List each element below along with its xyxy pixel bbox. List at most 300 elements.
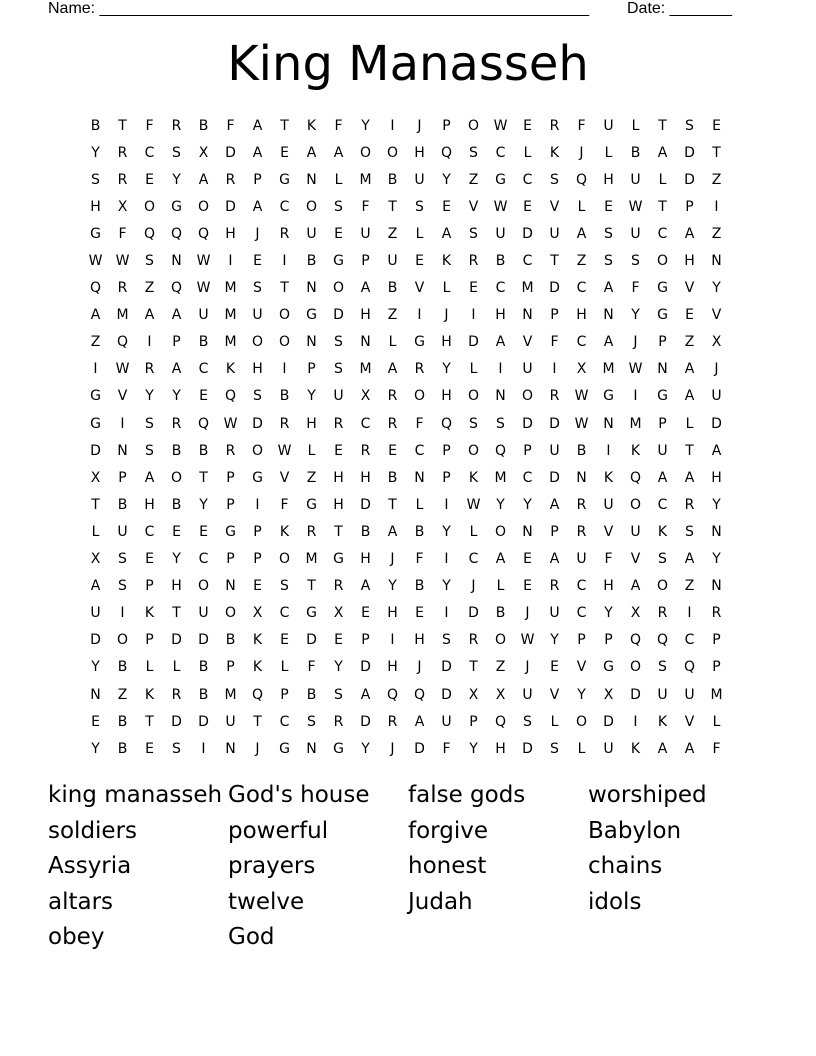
grid-letter: T	[685, 442, 694, 459]
word-bank-item: Babylon	[588, 817, 682, 844]
grid-letter: H	[495, 740, 506, 757]
grid-letter: B	[198, 117, 209, 134]
grid-letter: B	[630, 144, 641, 161]
grid-letter: H	[333, 469, 344, 486]
grid-letter: R	[117, 144, 128, 161]
grid-letter: O	[251, 334, 264, 351]
grid-letter: K	[144, 686, 155, 703]
grid-letter: I	[444, 605, 449, 622]
grid-letter: L	[577, 198, 586, 215]
grid-row	[82, 139, 730, 166]
grid-letter: M	[521, 280, 534, 297]
grid-letter: S	[334, 334, 343, 351]
grid-letter: N	[360, 334, 371, 351]
grid-letter: K	[657, 523, 668, 540]
grid-letter: C	[144, 523, 155, 540]
grid-letter: O	[494, 632, 507, 649]
grid-letter: C	[576, 578, 587, 595]
grid-letter: S	[253, 280, 262, 297]
grid-letter: R	[549, 578, 560, 595]
grid-letter: F	[307, 659, 316, 676]
grid-letter: O	[197, 198, 210, 215]
grid-letter: X	[333, 605, 344, 622]
grid-letter: R	[333, 415, 344, 432]
grid-letter: Y	[442, 523, 451, 540]
grid-letter: Y	[469, 740, 478, 757]
grid-letter: L	[415, 496, 424, 513]
grid-letter: S	[172, 144, 181, 161]
grid-letter: W	[223, 415, 238, 432]
grid-letter: D	[684, 144, 695, 161]
grid-letter: I	[228, 253, 233, 270]
grid-letter: P	[469, 713, 478, 730]
grid-letter: D	[360, 713, 371, 730]
grid-letter: R	[279, 415, 290, 432]
grid-letter: O	[467, 442, 480, 459]
grid-letter: H	[225, 225, 236, 242]
grid-letter: D	[252, 415, 263, 432]
grid-letter: T	[658, 117, 667, 134]
grid-letter: P	[307, 361, 316, 378]
grid-letter: Y	[577, 686, 586, 703]
grid-letter: R	[549, 388, 560, 405]
grid-letter: C	[495, 280, 506, 297]
grid-letter: W	[574, 415, 589, 432]
grid-letter: U	[90, 605, 101, 622]
grid-letter: L	[523, 144, 532, 161]
grid-letter: A	[414, 713, 425, 730]
word-bank-item: altars	[48, 888, 114, 915]
grid-letter: N	[711, 523, 722, 540]
grid-row	[82, 112, 730, 139]
grid-letter: H	[252, 361, 263, 378]
grid-letter: S	[145, 415, 154, 432]
grid-letter: K	[144, 605, 155, 622]
grid-letter: U	[252, 307, 263, 324]
grid-letter: G	[603, 388, 614, 405]
grid-row	[82, 383, 730, 410]
grid-letter: K	[225, 361, 236, 378]
grid-letter: K	[603, 469, 614, 486]
grid-letter: Q	[629, 632, 642, 649]
grid-letter: D	[468, 605, 479, 622]
grid-letter: W	[88, 253, 103, 270]
grid-letter: B	[495, 253, 506, 270]
grid-letter: F	[118, 225, 127, 242]
grid-letter: M	[602, 361, 615, 378]
grid-row	[82, 410, 730, 437]
word-bank	[48, 778, 768, 956]
grid-letter: Y	[307, 388, 316, 405]
grid-letter: Y	[91, 659, 100, 676]
grid-row	[82, 302, 730, 329]
grid-letter: X	[252, 605, 263, 622]
grid-letter: R	[684, 496, 695, 513]
grid-letter: H	[441, 334, 452, 351]
grid-letter: I	[633, 713, 638, 730]
grid-letter: P	[550, 307, 559, 324]
grid-letter: T	[280, 280, 289, 297]
grid-letter: N	[225, 740, 236, 757]
grid-letter: E	[523, 578, 532, 595]
grid-letter: V	[468, 198, 479, 215]
grid-letter: U	[522, 361, 533, 378]
grid-letter: R	[171, 415, 182, 432]
grid-letter: Z	[144, 280, 155, 297]
grid-letter: Y	[631, 307, 640, 324]
grid-letter: C	[657, 496, 668, 513]
grid-letter: D	[522, 225, 533, 242]
grid-letter: I	[255, 496, 260, 513]
grid-letter: R	[711, 605, 722, 622]
grid-letter: D	[468, 334, 479, 351]
grid-letter: C	[279, 198, 290, 215]
grid-letter: U	[711, 388, 722, 405]
grid-letter: A	[387, 361, 398, 378]
grid-letter: Y	[442, 171, 451, 188]
grid-letter: S	[550, 740, 559, 757]
grid-letter: L	[415, 225, 424, 242]
grid-letter: C	[522, 253, 533, 270]
grid-letter: A	[603, 280, 614, 297]
grid-letter: O	[116, 632, 129, 649]
word-bank-item: Judah	[408, 888, 473, 915]
grid-letter: Z	[711, 225, 722, 242]
grid-row	[82, 329, 730, 356]
grid-letter: Z	[387, 307, 398, 324]
grid-letter: D	[171, 713, 182, 730]
grid-letter: I	[417, 307, 422, 324]
grid-letter: I	[282, 253, 287, 270]
grid-letter: E	[523, 551, 532, 568]
grid-letter: O	[332, 280, 345, 297]
grid-letter: B	[198, 442, 209, 459]
grid-letter: X	[198, 144, 209, 161]
grid-letter: C	[576, 280, 587, 297]
grid-letter: L	[712, 713, 721, 730]
word-bank-item: soldiers	[48, 817, 138, 844]
grid-letter: N	[414, 469, 425, 486]
grid-letter: A	[603, 334, 614, 351]
grid-letter: R	[333, 713, 344, 730]
grid-letter: B	[198, 686, 209, 703]
date-field-line: Date: _______	[627, 0, 732, 17]
grid-letter: P	[253, 523, 262, 540]
grid-letter: L	[442, 280, 451, 297]
grid-letter: X	[90, 469, 101, 486]
grid-letter: M	[224, 280, 237, 297]
grid-letter: M	[494, 469, 507, 486]
grid-letter: I	[687, 605, 692, 622]
grid-letter: Q	[494, 713, 507, 730]
word-bank-item: prayers	[228, 853, 316, 879]
grid-letter: H	[441, 388, 452, 405]
grid-letter: Y	[523, 496, 532, 513]
grid-letter: O	[278, 551, 291, 568]
grid-letter: O	[467, 117, 480, 134]
grid-letter: Q	[386, 686, 399, 703]
grid-letter: S	[145, 253, 154, 270]
grid-letter: Z	[576, 253, 587, 270]
grid-letter: C	[279, 605, 290, 622]
grid-letter: L	[631, 117, 640, 134]
grid-letter: T	[388, 496, 397, 513]
grid-row	[82, 708, 730, 735]
grid-letter: R	[333, 578, 344, 595]
grid-letter: W	[628, 198, 643, 215]
grid-letter: V	[549, 686, 560, 703]
grid-letter: C	[657, 225, 668, 242]
grid-letter: G	[252, 469, 263, 486]
grid-letter: W	[115, 361, 130, 378]
grid-letter: U	[657, 442, 668, 459]
grid-letter: N	[657, 361, 668, 378]
grid-letter: L	[496, 578, 505, 595]
grid-letter: E	[253, 253, 262, 270]
grid-letter: A	[252, 198, 263, 215]
grid-letter: F	[712, 740, 721, 757]
grid-letter: Y	[91, 144, 100, 161]
grid-letter: R	[468, 632, 479, 649]
grid-letter: R	[225, 171, 236, 188]
grid-row	[82, 546, 730, 573]
grid-letter: M	[224, 334, 237, 351]
grid-letter: I	[444, 551, 449, 568]
grid-letter: D	[333, 307, 344, 324]
grid-letter: S	[307, 713, 316, 730]
grid-letter: I	[714, 198, 719, 215]
grid-letter: L	[307, 442, 316, 459]
grid-letter: G	[279, 740, 290, 757]
grid-letter: R	[387, 388, 398, 405]
grid-letter: P	[118, 469, 127, 486]
grid-letter: P	[361, 632, 370, 649]
grid-letter: K	[306, 117, 317, 134]
grid-letter: W	[574, 388, 589, 405]
grid-row	[82, 464, 730, 491]
grid-letter: N	[306, 171, 317, 188]
grid-letter: G	[414, 334, 425, 351]
grid-letter: T	[91, 496, 100, 513]
grid-letter: P	[523, 442, 532, 459]
grid-letter: A	[144, 307, 155, 324]
grid-letter: K	[549, 144, 560, 161]
grid-letter: A	[441, 225, 452, 242]
grid-letter: P	[280, 686, 289, 703]
grid-letter: Y	[712, 551, 721, 568]
grid-letter: H	[414, 144, 425, 161]
grid-letter: J	[390, 740, 395, 757]
grid-letter: R	[171, 117, 182, 134]
grid-letter: H	[387, 605, 398, 622]
grid-letter: A	[360, 686, 371, 703]
grid-letter: D	[306, 632, 317, 649]
grid-letter: U	[306, 225, 317, 242]
grid-letter: H	[306, 415, 317, 432]
grid-letter: Z	[468, 171, 479, 188]
grid-letter: D	[441, 659, 452, 676]
grid-letter: S	[658, 551, 667, 568]
grid-letter: M	[305, 551, 318, 568]
grid-letter: O	[521, 388, 534, 405]
grid-letter: P	[226, 551, 235, 568]
grid-letter: Q	[170, 280, 183, 297]
grid-letter: I	[120, 605, 125, 622]
grid-letter: D	[522, 415, 533, 432]
grid-letter: G	[657, 280, 668, 297]
grid-letter: W	[196, 253, 211, 270]
grid-letter: L	[334, 171, 343, 188]
grid-letter: T	[658, 198, 667, 215]
grid-letter: L	[604, 144, 613, 161]
grid-letter: E	[253, 578, 262, 595]
grid-letter: H	[495, 307, 506, 324]
grid-letter: J	[525, 605, 530, 622]
grid-letter: R	[576, 523, 587, 540]
grid-letter: A	[657, 740, 668, 757]
grid-letter: R	[225, 442, 236, 459]
grid-letter: S	[496, 415, 505, 432]
grid-letter: B	[117, 740, 128, 757]
grid-letter: Q	[440, 415, 453, 432]
grid-letter: T	[307, 578, 316, 595]
grid-letter: Y	[334, 659, 343, 676]
grid-letter: A	[90, 578, 101, 595]
grid-letter: E	[523, 198, 532, 215]
grid-letter: Y	[172, 388, 181, 405]
word-bank-item: king manasseh	[48, 782, 223, 808]
grid-letter: P	[577, 632, 586, 649]
grid-letter: A	[684, 361, 695, 378]
grid-letter: S	[145, 442, 154, 459]
grid-letter: K	[252, 632, 263, 649]
grid-letter: P	[226, 469, 235, 486]
word-bank-item: worshiped	[588, 782, 707, 808]
word-bank-item: idols	[588, 888, 642, 915]
grid-letter: S	[523, 713, 532, 730]
grid-letter: C	[198, 551, 209, 568]
grid-letter: S	[172, 740, 181, 757]
grid-letter: R	[576, 496, 587, 513]
grid-letter: F	[280, 496, 289, 513]
grid-row	[82, 247, 730, 274]
grid-letter: U	[603, 496, 614, 513]
grid-letter: F	[334, 117, 343, 134]
grid-row	[82, 220, 730, 247]
grid-letter: G	[225, 523, 236, 540]
grid-letter: F	[577, 117, 586, 134]
grid-letter: H	[711, 469, 722, 486]
grid-letter: E	[280, 144, 289, 161]
grid-letter: X	[117, 198, 128, 215]
grid-letter: U	[549, 225, 560, 242]
grid-letter: I	[93, 361, 98, 378]
grid-letter: A	[90, 307, 101, 324]
grid-letter: G	[603, 659, 614, 676]
grid-letter: M	[224, 307, 237, 324]
grid-letter: D	[549, 469, 560, 486]
grid-letter: P	[604, 632, 613, 649]
grid-letter: B	[306, 253, 317, 270]
grid-letter: O	[251, 442, 264, 459]
grid-letter: G	[171, 198, 182, 215]
grid-letter: W	[277, 442, 292, 459]
grid-letter: E	[280, 632, 289, 649]
grid-letter: K	[441, 253, 452, 270]
grid-letter: T	[145, 713, 154, 730]
grid-letter: D	[630, 686, 641, 703]
grid-letter: E	[415, 253, 424, 270]
grid-letter: A	[144, 469, 155, 486]
word-bank-item: forgive	[408, 817, 488, 844]
grid-letter: V	[522, 334, 533, 351]
grid-letter: U	[549, 605, 560, 622]
grid-letter: B	[198, 334, 209, 351]
grid-letter: L	[469, 361, 478, 378]
grid-letter: H	[360, 469, 371, 486]
grid-letter: E	[442, 198, 451, 215]
grid-letter: V	[549, 198, 560, 215]
word-bank-item: God	[228, 924, 275, 950]
grid-letter: C	[495, 144, 506, 161]
word-bank-item: obey	[48, 924, 105, 950]
grid-letter: C	[684, 632, 695, 649]
grid-letter: U	[630, 225, 641, 242]
grid-letter: Y	[91, 740, 100, 757]
grid-letter: L	[577, 740, 586, 757]
grid-letter: F	[361, 198, 370, 215]
grid-letter: H	[387, 659, 398, 676]
grid-letter: Y	[442, 361, 451, 378]
grid-letter: P	[145, 578, 154, 595]
grid-letter: H	[171, 578, 182, 595]
grid-letter: D	[225, 144, 236, 161]
grid-letter: U	[495, 225, 506, 242]
grid-letter: L	[658, 171, 667, 188]
grid-letter: X	[711, 334, 722, 351]
letter-grid	[82, 112, 730, 762]
grid-letter: N	[306, 280, 317, 297]
grid-letter: R	[657, 605, 668, 622]
grid-letter: E	[334, 225, 343, 242]
grid-letter: R	[117, 280, 128, 297]
grid-letter: N	[522, 307, 533, 324]
grid-letter: A	[306, 144, 317, 161]
grid-letter: G	[333, 253, 344, 270]
grid-letter: R	[171, 686, 182, 703]
grid-letter: S	[334, 198, 343, 215]
grid-letter: D	[711, 415, 722, 432]
grid-letter: I	[606, 442, 611, 459]
grid-letter: S	[334, 361, 343, 378]
grid-letter: I	[552, 361, 557, 378]
grid-letter: A	[360, 578, 371, 595]
grid-letter: K	[468, 469, 479, 486]
grid-letter: R	[144, 361, 155, 378]
grid-letter: E	[712, 117, 721, 134]
grid-letter: M	[359, 361, 372, 378]
grid-letter: D	[360, 496, 371, 513]
grid-letter: A	[684, 740, 695, 757]
grid-letter: U	[225, 713, 236, 730]
grid-letter: N	[90, 686, 101, 703]
grid-letter: A	[252, 117, 263, 134]
grid-letter: L	[550, 713, 559, 730]
grid-letter: S	[685, 117, 694, 134]
grid-letter: G	[306, 605, 317, 622]
grid-letter: X	[603, 686, 614, 703]
grid-letter: S	[442, 632, 451, 649]
